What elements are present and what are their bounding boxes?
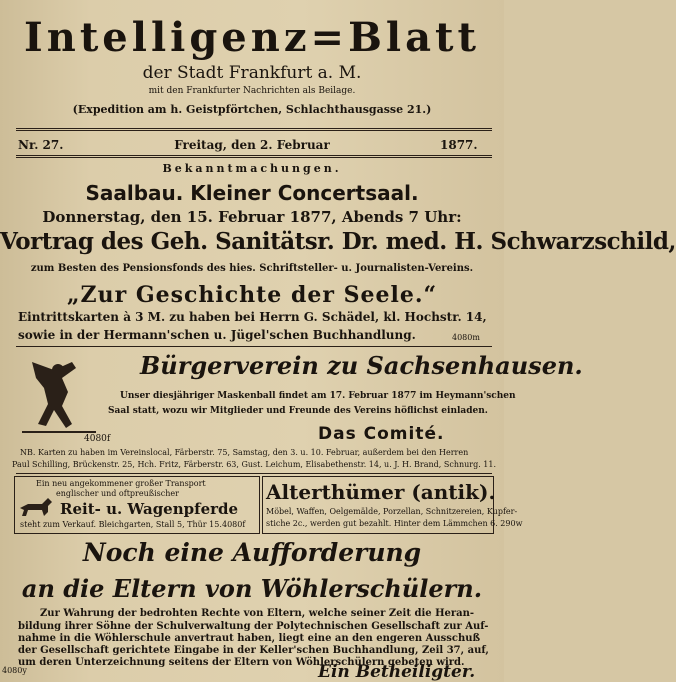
- buergerverein-text-2: Saal statt, wozu wir Mitglieder und Freunde des Vereins höflichst einladen.: [108, 406, 488, 416]
- masthead-expedition: (Expedition am h. Geistpförtchen, Schlachthausgasse 21.): [72, 103, 432, 116]
- divider: [16, 473, 492, 474]
- reitpferde-line-1: Ein neu angekommener großer Transport: [36, 479, 206, 488]
- masthead-supplement: mit den Frankfurter Nachrichten als Beilage.: [148, 86, 356, 96]
- buergerverein-note-2: Paul Schilling, Brückenstr. 25, Hch. Fritz, Färberstr. 63, Gust. Leichum, Elisabethenstr. 14, u. J. H. Brand, Schnurg. 11.: [12, 460, 497, 469]
- issue-year: 1877.: [440, 138, 478, 152]
- aufforderung-heading-2: an die Eltern von Wöhlerschülern.: [21, 574, 483, 603]
- aufforderung-signature: Ein Betheiligter.: [318, 662, 476, 682]
- issue-number: Nr. 27.: [18, 138, 64, 152]
- saalbau-heading: Saalbau. Kleiner Concertsaal.: [85, 181, 419, 205]
- masthead-subtitle: der Stadt Frankfurt a. M.: [142, 63, 362, 83]
- ad-code: 4080f: [222, 520, 246, 529]
- buergerverein-note-1: NB. Karten zu haben im Vereinslocal, Färberstr. 75, Samstag, den 3. u. 10. Februar, außerdem bei den Herren: [20, 448, 469, 457]
- alterthuemer-line-1: Möbel, Waffen, Oelgemälde, Porzellan, Schnitzereien, Kupfer-: [266, 507, 518, 516]
- masthead-title: Intelligenz=Blatt: [24, 14, 480, 61]
- jester-illustration: [18, 352, 102, 434]
- saalbau-tickets-1: Eintrittskarten à 3 M. zu haben bei Herrn G. Schädel, kl. Hochstr. 14,: [18, 310, 487, 324]
- aufforderung-body-3: nahme in die Wöhlerschule anvertraut haben, liegt eine an den engeren Ausschuß: [18, 633, 481, 644]
- saalbau-topic: „Zur Geschichte der Seele.“: [66, 282, 438, 308]
- aufforderung-heading-1: Noch eine Aufforderung: [82, 538, 422, 567]
- buergerverein-heading: Bürgerverein zu Sachsenhausen.: [140, 351, 583, 380]
- buergerverein-signature: Das Comité.: [318, 424, 445, 444]
- saalbau-date: Donnerstag, den 15. Februar 1877, Abends 7 Uhr:: [42, 208, 462, 226]
- saalbau-lecture: Vortrag des Geh. Sanitätsr. Dr. med. H. Schwarzschild,: [0, 228, 676, 255]
- issue-date: Freitag, den 2. Februar: [174, 138, 330, 152]
- buergerverein-text-1: Unser diesjähriger Maskenball findet am 17. Februar 1877 im Heymann'schen: [120, 391, 516, 401]
- divider: [16, 155, 492, 158]
- ad-code: 4080f: [84, 434, 111, 444]
- saalbau-benefit: zum Besten des Pensionsfonds des hies. Schriftsteller- u. Journalisten-Vereins.: [30, 263, 474, 274]
- alterthuemer-heading: Alterthümer (antik).: [266, 480, 496, 504]
- aufforderung-body-1: Zur Wahrung der bedrohten Rechte von Eltern, welche seiner Zeit die Heran-: [40, 608, 475, 619]
- ad-code: 4080m: [452, 333, 480, 342]
- reitpferde-heading: Reit- u. Wagenpferde: [60, 500, 239, 518]
- aufforderung-body-4: der Gesellschaft gerichtete Eingabe in der Keller'schen Buchhandlung, Zeil 37, auf,: [18, 645, 489, 656]
- horse-illustration: [16, 496, 56, 518]
- divider: [16, 346, 492, 347]
- section-heading: Bekanntmachungen.: [162, 162, 342, 175]
- alterthuemer-line-2: stiche 2c., werden gut bezahlt. Hinter dem Lämmchen 6. 290w: [266, 519, 523, 528]
- aufforderung-body-5: um deren Unterzeichnung seitens der Eltern von Wöhlerschülern gebeten wird.: [18, 657, 465, 668]
- aufforderung-body-2: bildung ihrer Söhne der Schulverwaltung der Polytechnischen Gesellschaft zur Auf-: [18, 621, 489, 632]
- reitpferde-line-3: steht zum Verkauf. Bleichgarten, Stall 5, Thür 15.: [20, 520, 222, 529]
- saalbau-tickets-2: sowie in der Hermann'schen u. Jügel'schen Buchhandlung.: [18, 328, 416, 342]
- reitpferde-line-2: englischer und oftpreußischer: [56, 489, 179, 498]
- divider: [16, 128, 492, 131]
- ad-code: 4080y: [2, 666, 27, 675]
